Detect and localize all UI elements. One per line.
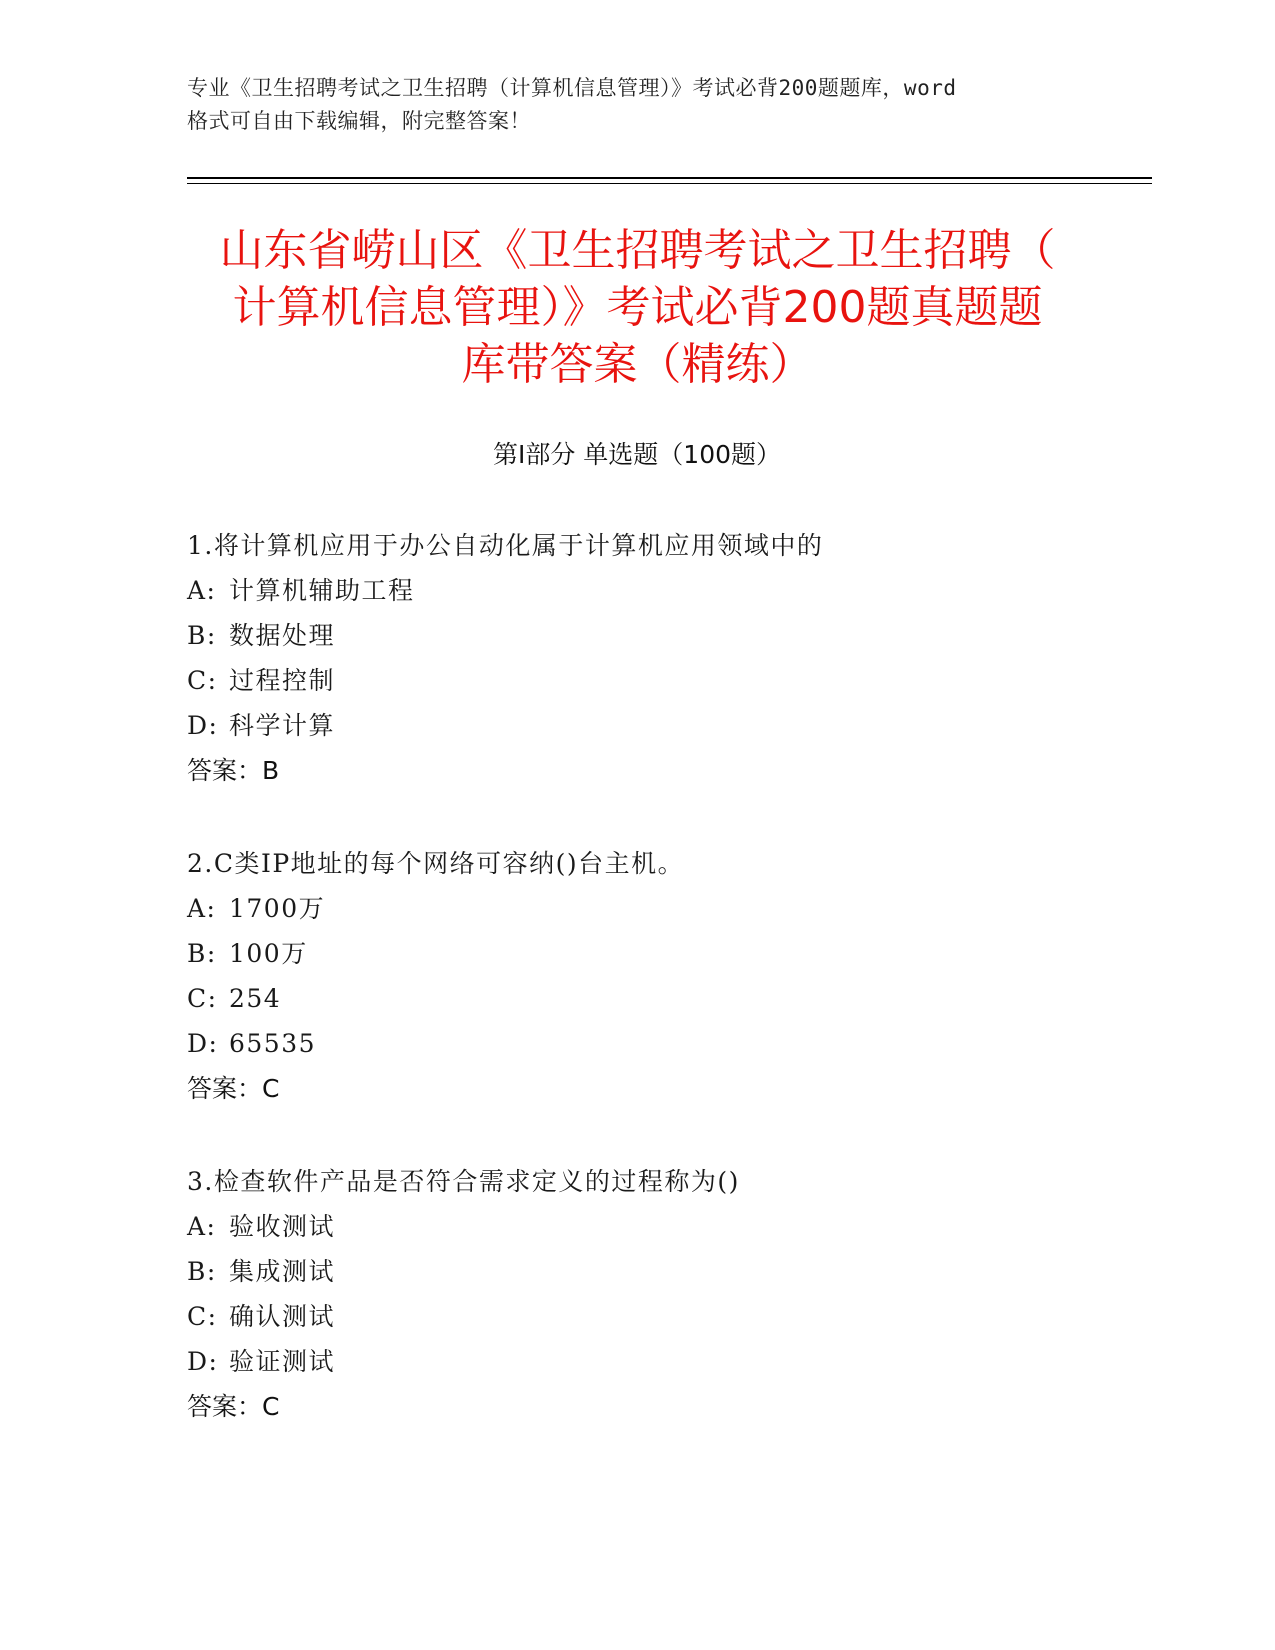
option-key: C:	[187, 1302, 218, 1331]
option-text: 验收测试	[229, 1212, 336, 1241]
answer: 答案：C	[187, 1074, 280, 1103]
option-d	[187, 1021, 1127, 1066]
question-text: 1.将计算机应用于办公自动化属于计算机应用领域中的	[187, 531, 824, 560]
question-text: 2.C类IP地址的每个网络可容纳()台主机。	[187, 849, 685, 878]
option-text: 验证测试	[229, 1347, 336, 1376]
option-key: B:	[187, 621, 217, 650]
option-b	[187, 931, 1127, 976]
option-text: 254	[229, 984, 282, 1013]
option-text: 集成测试	[229, 1257, 336, 1286]
option-d	[187, 703, 1127, 748]
option-key: B:	[187, 939, 217, 968]
question-3	[187, 1159, 1127, 1429]
header-note-line-1: 专业《卫生招聘考试之卫生招聘（计算机信息管理）》考试必背200题题库，word	[187, 76, 957, 100]
option-a	[187, 1204, 1127, 1249]
option-text: 65535	[229, 1029, 317, 1058]
question-text: 3.检查软件产品是否符合需求定义的过程称为()	[187, 1167, 740, 1196]
option-key: C:	[187, 666, 218, 695]
option-b	[187, 1249, 1127, 1294]
option-a	[187, 568, 1127, 613]
option-key: D:	[187, 711, 219, 740]
option-text: 100万	[229, 939, 308, 968]
header-divider-thick	[187, 177, 1152, 179]
option-key: C:	[187, 984, 218, 1013]
option-c	[187, 658, 1127, 703]
document-title	[180, 222, 1095, 393]
section-heading: 第Ⅰ部分 单选题（100题）	[492, 440, 782, 469]
option-c	[187, 1294, 1127, 1339]
option-text: 过程控制	[229, 666, 336, 695]
option-text: 数据处理	[229, 621, 336, 650]
option-d	[187, 1339, 1127, 1384]
option-a	[187, 886, 1127, 931]
answer: 答案：B	[187, 756, 280, 785]
header-note-line-2: 格式可自由下载编辑，附完整答案！	[187, 109, 531, 133]
option-key: A:	[187, 576, 217, 605]
option-text: 计算机辅助工程	[229, 576, 415, 605]
answer: 答案：C	[187, 1392, 280, 1421]
header-note	[187, 72, 1087, 138]
option-text: 确认测试	[229, 1302, 336, 1331]
option-c	[187, 976, 1127, 1021]
question-1	[187, 523, 1127, 793]
header-divider-thin	[187, 183, 1152, 184]
option-key: B:	[187, 1257, 217, 1286]
option-key: A:	[187, 1212, 217, 1241]
question-2	[187, 841, 1127, 1111]
option-text: 1700万	[229, 894, 326, 923]
document-title-line-2: 计算机信息管理）》考试必背200题真题题	[232, 282, 1043, 333]
option-text: 科学计算	[229, 711, 336, 740]
option-b	[187, 613, 1127, 658]
option-key: A:	[187, 894, 217, 923]
option-key: D:	[187, 1029, 219, 1058]
document-title-line-3: 库带答案（精练）	[461, 339, 814, 390]
document-title-line-1: 山东省崂山区《卫生招聘考试之卫生招聘（	[219, 225, 1056, 276]
option-key: D:	[187, 1347, 219, 1376]
